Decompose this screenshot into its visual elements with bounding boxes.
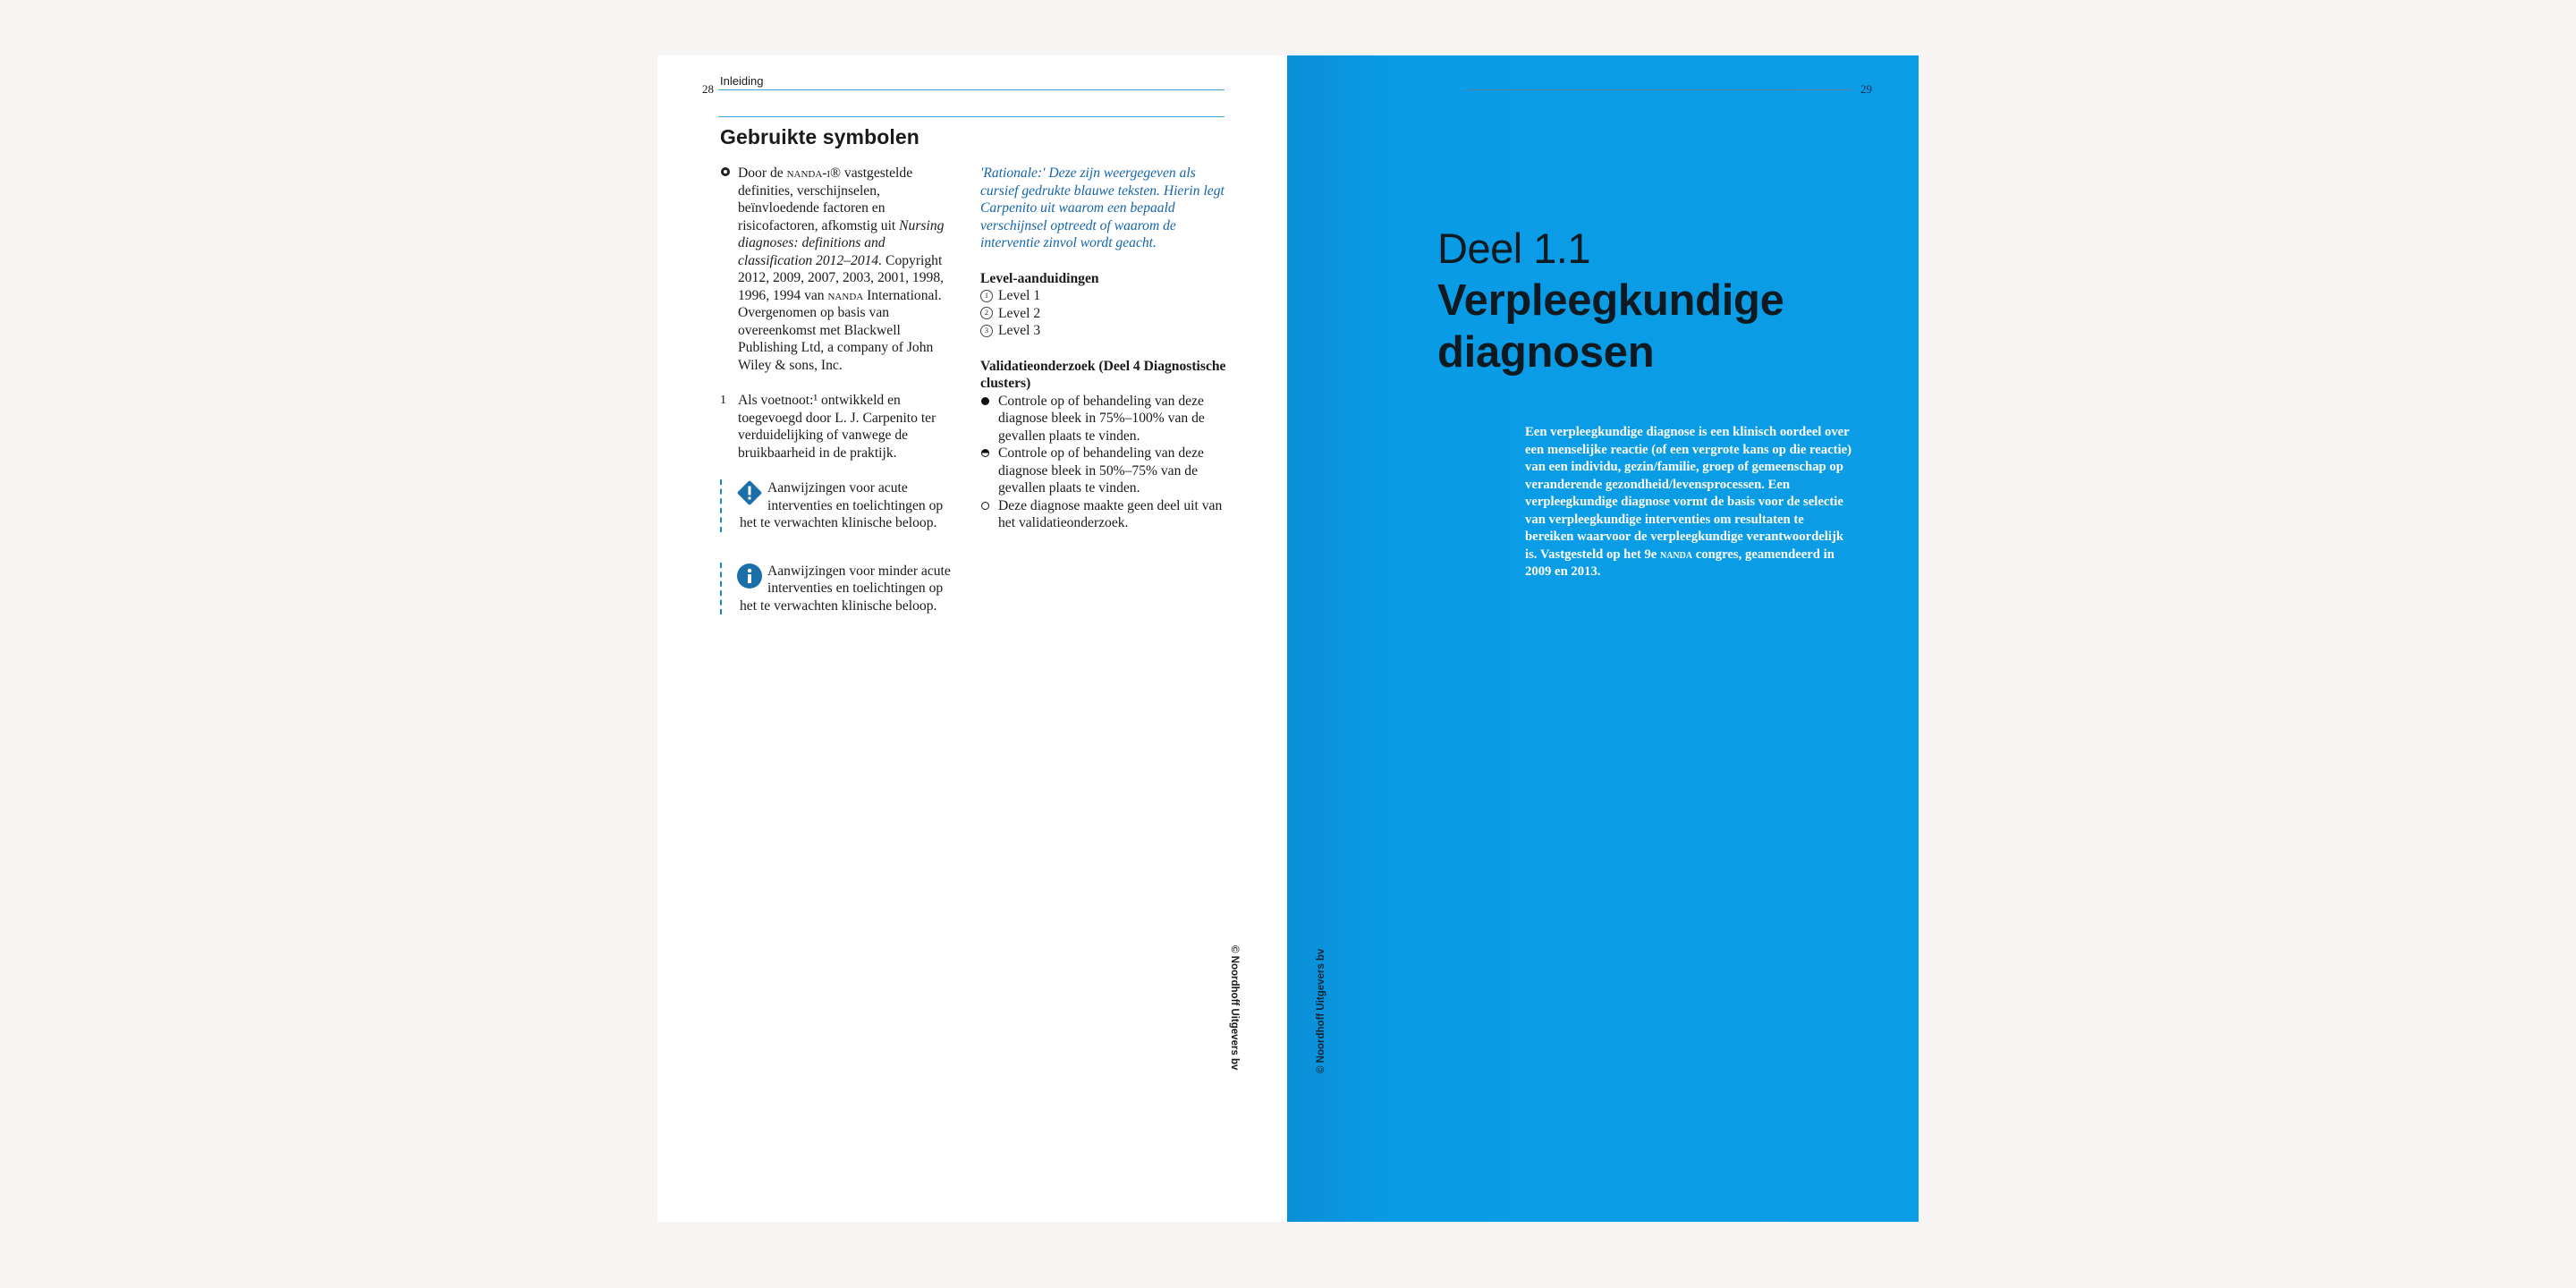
validation-heading: Validatieonderzoek (Deel 4 Diagnostische clusters) xyxy=(980,358,1226,391)
left-page xyxy=(657,55,1287,1222)
level-heading: Level-aanduidingen xyxy=(980,270,1099,286)
intro-text-a: Een verpleegkundige diagnose is een klinisch oordeel over een menselijke reactie (of een vergrote kans op die reactie) van een individu, gezin/familie, groep of gemeenschap op veranderende gezondheid/levensprocessen. Een verpleegkundige diagnose vormt de basis voor de selectie van verpleegkundige interventies om resultaten te bereiken waarvoor de verpleegkundige verantwoordelijk is. Vastgesteld op het 9e xyxy=(1525,425,1852,562)
validation-bullet xyxy=(980,497,1227,532)
nanda-text-a: Door de xyxy=(738,165,787,181)
intro-text-b: congres, geamendeerd in 2009 en 2013. xyxy=(1525,547,1835,579)
bullet-text: Controle op of behandeling van deze diagnose bleek in 50%–75% van de gevallen plaats te vinden. xyxy=(998,445,1204,496)
level-item xyxy=(980,305,1227,323)
footnote-marker: 1 xyxy=(720,394,726,407)
side-copyright-left: © Noordhoff Uitgevers bv xyxy=(1229,945,1240,1071)
right-column xyxy=(980,165,1227,532)
page-number-right: 29 xyxy=(1860,82,1872,96)
half-dot-icon xyxy=(981,449,989,457)
less-acute-callout-text: Aanwijzingen voor minder acute interventies en toelichtingen op het te verwachten klinische beloop. xyxy=(740,563,951,614)
left-column xyxy=(720,165,960,645)
bullet-text: Controle op of behandeling van deze diagnose bleek in 75%–100% van de gevallen plaats te vinden. xyxy=(998,393,1205,444)
header-rule xyxy=(718,89,1224,90)
nanda-text-d: International. Overgenomen op basis van overeenkomst met Blackwell Publishing Ltd, a company of John Wiley & sons, Inc. xyxy=(738,287,942,373)
footnote-item xyxy=(720,392,960,462)
level-1-icon: 1 xyxy=(980,290,993,302)
section-title: Gebruikte symbolen xyxy=(720,125,919,148)
nanda-item xyxy=(720,165,960,374)
level-label: Level 1 xyxy=(998,288,1041,303)
nanda-text-sc: nanda-i xyxy=(786,165,831,181)
nanda-text-b: ® vastgestelde definities, verschijnselen, beïnvloedende factoren en risicofactoren, afkomstig uit xyxy=(738,165,913,233)
chapter-title-line2: diagnosen xyxy=(1437,328,1655,377)
info-circle-icon xyxy=(736,563,763,589)
right-page xyxy=(1287,55,1919,1222)
level-2-icon: 2 xyxy=(980,307,993,319)
chapter-title-line1: Verpleegkundige xyxy=(1437,276,1784,325)
acute-callout-text: Aanwijzingen voor acute interventies en toelichtingen op het te verwachten klinische beloop. xyxy=(740,480,944,530)
rationale-text: 'Rationale:' Deze zijn weergegeven als cursief gedrukte blauwe teksten. Hierin legt Carpenito uit waarom een bepaald verschijnsel optreedt of waarom de interventie zinvol wordt geacht. xyxy=(980,165,1224,250)
nanda-text-c: Copyright 2012, 2009, 2007, 2003, 2001, 1998, 1996, 1994 van xyxy=(738,252,945,303)
level-3-icon: 3 xyxy=(980,325,993,337)
level-label: Level 2 xyxy=(998,305,1041,321)
side-copyright-right: © Noordhoff Uitgevers bv xyxy=(1316,948,1326,1073)
nanda-text-sc2: nanda xyxy=(827,287,864,303)
running-head: Inleiding xyxy=(720,74,764,88)
crossed-dot-icon xyxy=(981,502,989,510)
chapter-title xyxy=(1437,275,1867,378)
intro-paragraph xyxy=(1525,424,1854,581)
validation-bullet xyxy=(980,445,1227,497)
warning-diamond-icon xyxy=(736,479,763,506)
book-spread xyxy=(657,55,1919,1222)
footnote-text: Als voetnoot:¹ ontwikkeld en toegevoegd door L. J. Carpenito ter verduidelijking of vanwege de bruikbaarheid in de praktijk. xyxy=(738,393,936,461)
level-label: Level 3 xyxy=(998,323,1041,338)
intro-text-sc: nanda xyxy=(1659,547,1693,562)
bullet-text: Deze diagnose maakte geen deel uit van het validatieonderzoek. xyxy=(998,497,1223,530)
level-item xyxy=(980,322,1227,340)
filled-dot-icon xyxy=(981,397,989,405)
page-number-left: 28 xyxy=(702,82,714,96)
part-label: Deel 1.1 xyxy=(1437,225,1591,272)
validation-bullet xyxy=(980,393,1227,445)
less-acute-callout xyxy=(720,563,960,615)
nanda-symbol-icon xyxy=(720,165,731,182)
level-item xyxy=(980,287,1227,305)
acute-callout xyxy=(720,479,960,532)
section-rule xyxy=(718,116,1224,117)
header-rule-right xyxy=(1466,89,1852,90)
nanda-text-ital: Nursing diagnoses: definitions and classification 2012–2014. xyxy=(738,217,945,268)
